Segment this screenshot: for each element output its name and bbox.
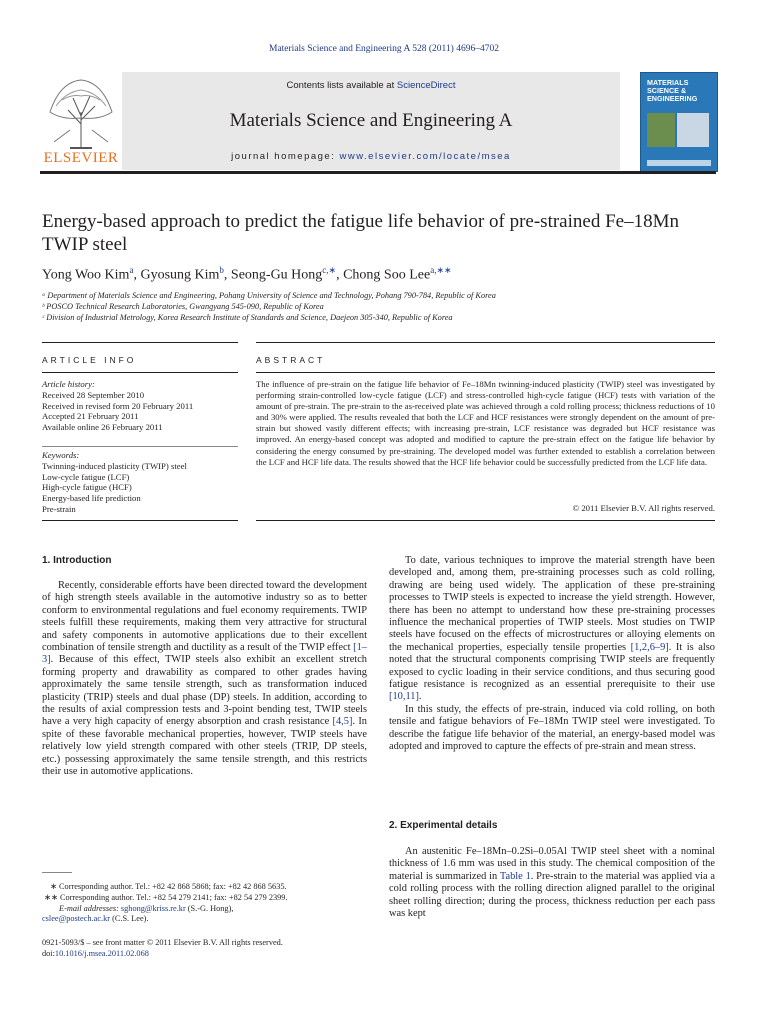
experimental-heading: 2. Experimental details <box>389 820 498 831</box>
citation-link[interactable]: [1,2,6–9] <box>630 641 669 653</box>
contents-prefix: Contents lists available at <box>286 80 397 91</box>
elsevier-logo <box>40 72 122 170</box>
keywords-label: Keywords: <box>42 450 80 460</box>
corresponding-author-note: ∗ Corresponding author. Tel.: +82 42 868 5868; fax: +82 42 868 5635. <box>50 882 287 891</box>
history-item: Accepted 21 February 2011 <box>42 411 139 422</box>
doi-prefix: doi: <box>42 948 55 958</box>
elsevier-tree-icon <box>40 72 122 150</box>
citation-link[interactable]: [4,5] <box>332 716 353 728</box>
experimental-paragraph <box>389 846 715 920</box>
front-matter-meta <box>42 938 372 960</box>
doi-line <box>42 949 372 960</box>
affiliation-item: ᵃ Department of Materials Science and Engineering, Pohang University of Science and Technology, Pohang 790-784, Republic of Korea <box>42 291 496 300</box>
author-name[interactable]: Chong Soo Lee <box>343 267 431 283</box>
article-info-rule <box>42 372 238 373</box>
paragraph <box>389 846 715 920</box>
journal-banner <box>122 72 620 170</box>
abstract-text: The influence of pre-strain on the fatigue life behavior of Fe–18Mn twinning-induced plasticity (TWIP) steel was investigated by performing strain-controlled low-cycle fatigue (LCF) and stress-controlled high-cycle fatigue (HCF) tests with variation of the amount of pre-strain. The pre-strain to the as-received plate was achieved through a cold rolling process; thickness reductions of 10 and 30% were applied. The results revealed that both the LCF and HCF resistances were strongly dependent on the amount of pre-strain but showed vastly different effects; with increasing pre-strain, LCF resistance was degraded but HCF resistance was improved. An energy-based concept was adopted and modified to capture the pre-strain effect on the fatigue life behavior by considering the energy consumed by pre-straining. The developed model was further extended to establish a correlation between the LCF and HCF life data. The results showed that the HCF life behavior could be successfully predicted from the LCF life data. <box>256 379 715 467</box>
author-affiliation-marker[interactable]: c,∗ <box>322 265 337 275</box>
publisher-logo-text: ELSEVIER <box>43 150 119 166</box>
email-link[interactable]: sghong@kriss.re.kr <box>120 903 186 913</box>
cover-picture <box>647 113 675 147</box>
keywords-list <box>42 450 238 515</box>
article-title: Energy-based approach to predict the fatigue life behavior of pre-strained Fe–18Mn TWIP steel <box>42 211 679 255</box>
abstract-label: ABSTRACT <box>256 355 326 365</box>
email-owner: (S.-G. Hong), <box>185 903 234 913</box>
article-history <box>42 379 238 433</box>
journal-cover-image <box>640 72 718 172</box>
author-affiliation-marker[interactable]: b <box>219 265 224 275</box>
introduction-paragraph <box>42 580 367 779</box>
paragraph <box>389 555 715 704</box>
paragraph <box>42 580 367 779</box>
paragraph-text: An austenitic Fe–18Mn–0.2Si–0.05Al TWIP steel sheet with a nominal thickness of 1.6 mm was used in this study. The chemical composition of the material is summarized in <box>389 846 715 882</box>
citation-link[interactable]: [10,11] <box>389 691 419 703</box>
history-item: Received 28 September 2010 <box>42 389 145 400</box>
author-affiliation-marker[interactable]: a,∗∗ <box>430 265 452 275</box>
corresponding-author-note: ∗∗ Corresponding author. Tel.: +82 54 279 2141; fax: +82 54 279 2399. <box>44 892 288 902</box>
right-column <box>389 555 715 754</box>
header-rule <box>40 171 716 174</box>
paragraph-text: . Because of this effect, TWIP steels also exhibit an excellent stretch forming property and drawability as compared to other grades having approximately the same tensile strength, such as transformation induced plasticity (TRIP) steels and dual phase (DP) steels. In addition, according to the results of axial compression tests and 3-point bending test, TWIP steels have a very high capacity of energy absorption and crash resistance <box>42 654 367 728</box>
cover-footer <box>647 160 711 166</box>
footnote-rule <box>42 872 72 873</box>
history-label: Article history: <box>42 379 95 389</box>
footnotes <box>42 882 372 925</box>
paragraph-text: Recently, considerable efforts have been directed toward the development of high strength steels available in the automotive industry so as to better conform to environmental regulations and fuel economy requirements. TWIP steels fulfill these requirements, making them very attractive for structural and safety components in automotive applications due to their excellent combination of tensile strength and ductility as a result of the TWIP effect <box>42 580 367 654</box>
abstract-rule-bottom <box>256 520 715 521</box>
abstract-rule <box>256 372 715 373</box>
email-line <box>42 904 372 915</box>
paragraph-text: . <box>418 691 422 703</box>
history-item: Available online 26 February 2011 <box>42 422 163 433</box>
journal-citation[interactable]: Materials Science and Engineering A 528 (2011) 4696–4702 <box>269 44 499 54</box>
email-link[interactable]: cslee@postech.ac.kr <box>42 914 110 924</box>
keywords-rule <box>42 446 238 447</box>
article-info-rule-bottom <box>42 520 238 521</box>
journal-title: Materials Science and Engineering A <box>229 110 513 131</box>
paragraph-text: . In spite of these favorable mechanical properties, however, TWIP steels have relatively low yield strength compared with other steels (TRIP, DP steels, etc.) possessing approximately the same tensile strength, and this restricts their use in automotive applications. <box>42 716 368 778</box>
author-name[interactable]: Seong-Gu Hong <box>230 267 323 283</box>
citation-link[interactable]: [1–3] <box>42 642 367 666</box>
issn-line: 0921-5093/$ – see front matter © 2011 Elsevier B.V. All rights reserved. <box>42 938 283 947</box>
doi-link[interactable]: 10.1016/j.msea.2011.02.068 <box>54 948 149 958</box>
keyword-item: Pre-strain <box>42 503 76 514</box>
keyword-item: Energy-based life prediction <box>42 493 141 504</box>
introduction-heading: 1. Introduction <box>42 555 112 566</box>
article-info-rule-top <box>42 342 238 343</box>
paragraph: In this study, the effects of pre-strain, induced via cold rolling, on both tensile and fatigue behaviors of Fe–18Mn TWIP steel were investigated. To describe the fatigue life behavior of the material, an energy-based model was adopted and improved to capture the effects of pre-strain and mean stress. <box>389 703 715 753</box>
email-owner: (C.S. Lee). <box>110 914 149 924</box>
affiliation-item: ᵇ POSCO Technical Research Laboratories, Gwangyang 545-090, Republic of Korea <box>42 302 324 311</box>
abstract-rule-top <box>256 342 715 343</box>
author-name[interactable]: Gyosung Kim <box>140 267 220 283</box>
cover-title: MATERIALS SCIENCE & ENGINEERING <box>647 78 698 103</box>
paragraph-text: To date, various techniques to improve the material strength have been developed and, among them, pre-straining processes such as cold rolling, drawing are being used widely. The application of these pre-straining processes to TWIP steels is expected to increase the yield strength. However, there has been no attempt to understand how these pre-straining processes influence the mechanical properties of TWIP steels. Most studies on TWIP steels have focused on the effects of microstructures or alloying elements on the mechanical properties, especially tensile properties <box>389 555 715 653</box>
keyword-item: High-cycle fatigue (HCF) <box>42 482 132 493</box>
homepage-line <box>122 151 620 162</box>
homepage-prefix: journal homepage: <box>231 151 340 162</box>
author-list: Yong Woo Kim$^a$, Gyosung Kim$^b$, Seong-Gu Hong$^{c,∗}$, Chong Soo Lee$^{a,∗∗}$ <box>42 265 452 283</box>
affiliation-item: ᶜ Division of Industrial Metrology, Korea Research Institute of Standards and Science, Daejeon 305-340, Republic of Korea <box>42 313 453 322</box>
history-item: Received in revised form 20 February 2011 <box>42 400 194 411</box>
keyword-item: Twinning-induced plasticity (TWIP) steel <box>42 460 187 471</box>
author-name[interactable]: Yong Woo Kim <box>42 267 130 283</box>
keyword-item: Low-cycle fatigue (LCF) <box>42 471 130 482</box>
paragraph-text: . It is also noted that the structural components comprising TWIP steels are frequently exposed to cyclic loading in their service conditions, and thus securing good fatigue resistance is recognized as an essential prerequisite to their use <box>389 641 716 691</box>
contents-line <box>122 80 620 91</box>
abstract-copyright: © 2011 Elsevier B.V. All rights reserved. <box>572 503 715 513</box>
email-line <box>42 914 372 925</box>
table-link[interactable]: Table 1 <box>499 870 531 882</box>
sciencedirect-link[interactable]: ScienceDirect <box>396 80 456 91</box>
email-label: E-mail addresses: <box>59 903 121 913</box>
paragraph-text: . Pre-strain to the material was applied via a cold rolling process with the rolling direction aligned parallel to the original sheet rolling direction; during the process, thickness reduction per each pass was kept <box>389 870 715 920</box>
author-affiliation-marker[interactable]: a <box>129 265 134 275</box>
affiliation-list <box>42 290 722 323</box>
cover-picture-secondary <box>677 113 709 147</box>
homepage-link[interactable]: www.elsevier.com/locate/msea <box>339 151 511 162</box>
article-info-label: ARTICLE INFO <box>42 355 137 365</box>
